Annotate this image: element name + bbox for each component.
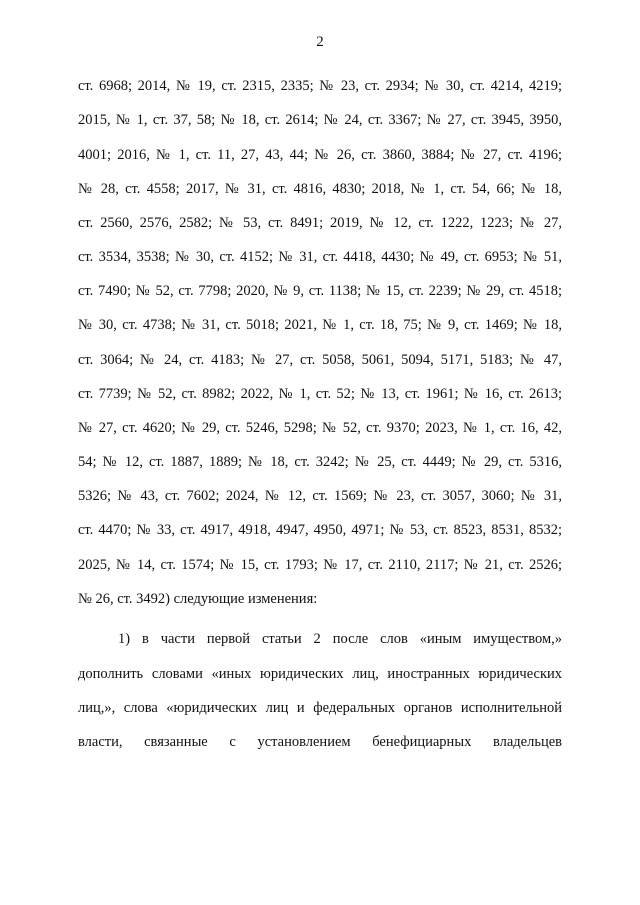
text-line: ст. 6968; 2014, № 19, ст. 2315, 2335; № 23, ст. 2934; № 30, ст. 4214, 4219; bbox=[78, 78, 562, 94]
text-line: 2025, № 14, ст. 1574; № 15, ст. 1793; № 17, ст. 2110, 2117; № 21, ст. 2526; bbox=[78, 557, 562, 573]
text-line: 4001; 2016, № 1, ст. 11, 27, 43, 44; № 26, ст. 3860, 3884; № 27, ст. 4196; bbox=[78, 147, 562, 163]
text-line: ст. 7490; № 52, ст. 7798; 2020, № 9, ст. 1138; № 15, ст. 2239; № 29, ст. 4518; bbox=[78, 283, 562, 299]
text-line: ст. 2560, 2576, 2582; № 53, ст. 8491; 2019, № 12, ст. 1222, 1223; № 27, bbox=[78, 215, 562, 231]
text-line: № 30, ст. 4738; № 31, ст. 5018; 2021, № 1, ст. 18, 75; № 9, ст. 1469; № 18, bbox=[78, 317, 562, 333]
text-line: 5326; № 43, ст. 7602; 2024, № 12, ст. 1569; № 23, ст. 3057, 3060; № 31, bbox=[78, 488, 562, 504]
page-number: 2 bbox=[316, 34, 324, 50]
text-line: ст. 7739; № 52, ст. 8982; 2022, № 1, ст. 52; № 13, ст. 1961; № 16, ст. 2613; bbox=[78, 386, 562, 402]
text-line: лиц,», слова «юридических лиц и федеральных органов исполнительной bbox=[78, 700, 562, 716]
text-line: 2015, № 1, ст. 37, 58; № 18, ст. 2614; № 24, ст. 3367; № 27, ст. 3945, 3950, bbox=[78, 112, 562, 128]
text-line: власти, связанные с установлением бенефициарных владельцев bbox=[78, 734, 562, 750]
text-line: № 27, ст. 4620; № 29, ст. 5246, 5298; № 52, ст. 9370; 2023, № 1, ст. 16, 42, bbox=[78, 420, 562, 436]
text-line: № 28, ст. 4558; 2017, № 31, ст. 4816, 4830; 2018, № 1, ст. 54, 66; № 18, bbox=[78, 181, 562, 197]
text-line: ст. 3534, 3538; № 30, ст. 4152; № 31, ст. 4418, 4430; № 49, ст. 6953; № 51, bbox=[78, 249, 562, 265]
text-line: 54; № 12, ст. 1887, 1889; № 18, ст. 3242; № 25, ст. 4449; № 29, ст. 5316, bbox=[78, 454, 562, 470]
text-line: ст. 4470; № 33, ст. 4917, 4918, 4947, 4950, 4971; № 53, ст. 8523, 8531, 8532; bbox=[78, 522, 562, 538]
text-line: ст. 3064; № 24, ст. 4183; № 27, ст. 5058, 5061, 5094, 5171, 5183; № 47, bbox=[78, 352, 562, 368]
numbered-item-line: 1) в части первой статьи 2 после слов «иным имуществом,» bbox=[118, 631, 562, 647]
text-line: дополнить словами «иных юридических лиц, иностранных юридических bbox=[78, 666, 562, 682]
paragraph-end-line: № 26, ст. 3492) следующие изменения: bbox=[78, 591, 318, 607]
